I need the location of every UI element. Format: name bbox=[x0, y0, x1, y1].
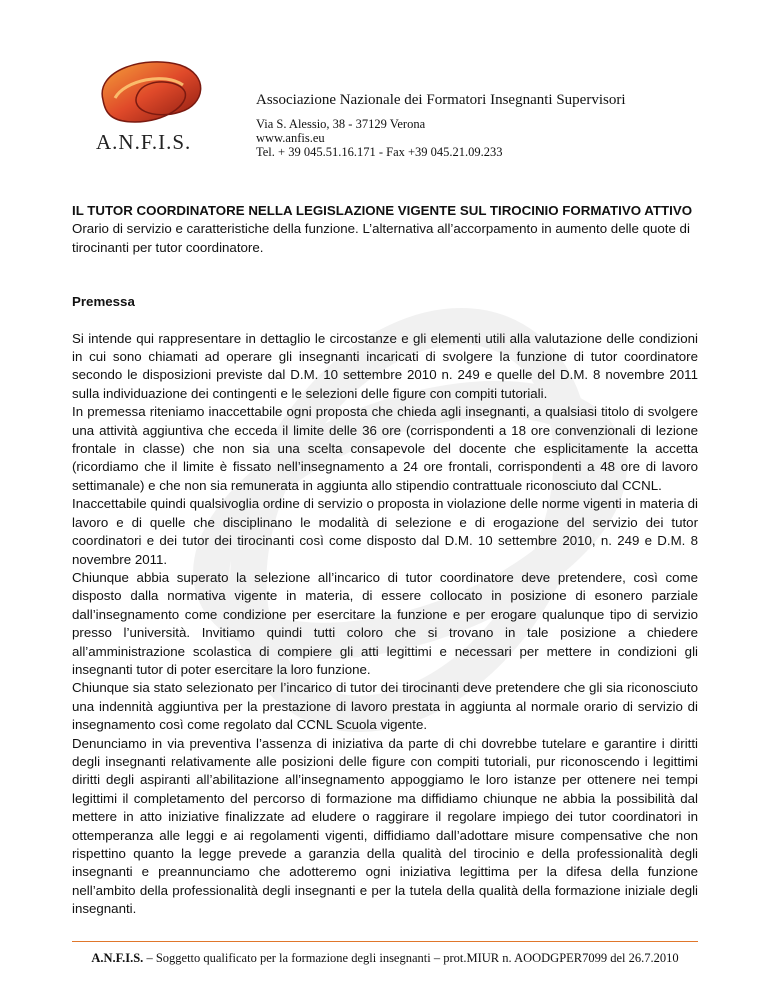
org-address: Via S. Alessio, 38 - 37129 Verona bbox=[256, 117, 426, 131]
footer-org: A.N.F.I.S. bbox=[91, 951, 144, 965]
paragraph: In premessa riteniamo inaccettabile ogni proposta che chieda agli insegnanti, a qualsiasi titolo di svolgere una attività aggiuntiva che ecceda il limite delle 36 ore (corrispondenti a 18 ore convenzionali di lezione frontale in classe) che non sia una scelta consapevole del docente che esplicitamente la accetta (ricordiamo che il limite è fissato nell’insegnamento a 24 ore frontali, corrispondenti a 48 ore di lavoro settimanale) e che non sia remunerata in aggiunta allo stipendio contrattuale riconosciuto dal CCNL. bbox=[72, 404, 698, 493]
anfis-logo-icon bbox=[85, 50, 215, 140]
paragraph: Denunciamo in via preventiva l’assenza di iniziativa da parte di chi dovrebbe tutelare e garantire i diritti degli insegnanti relativamente alle posizioni delle figure con compiti tutoriali, pur riconoscendo i legittimi diritti degli aspiranti all’abilitazione all’insegnamento appoggiamo le loro istanze per ottenere nei tempi legittimi il completamento del percorso di formazione ma diffidiamo chiunque ne abbia la possibilità dal mettere in atto iniziative finalizzate ad eludere o raggirare il regolare impiego dei tutor coordinatori in ottemperanza alle leggi e ai regolamenti vigenti, diffidiamo dall’adottare misure compensative che non rispettino quanto la legge prevede a garanzia della qualità del tirocinio e della professionalità degli insegnanti e preannunciamo che adotteremo ogni iniziativa legittima per la difesa della funzione nell’ambito della professionalità degli insegnanti e per la tutela della qualità della formazione iniziale degli insegnanti. bbox=[72, 735, 698, 917]
letterhead bbox=[70, 50, 710, 170]
paragraph: Inaccettabile quindi qualsivoglia ordine di servizio o proposta in violazione delle norme vigenti in materia di lavoro e di quelle che disciplinano le modalità di selezione e di erogazione del servizio dei tutor coordinatori e dei tutor dei tirocinanti così come disposto dal D.M. 10 settembre 2010, n. 249 e D.M. 8 novembre 2011. bbox=[72, 496, 698, 567]
footer-divider bbox=[72, 941, 698, 942]
footer bbox=[72, 951, 698, 966]
document-title: IL TUTOR COORDINATORE NELLA LEGISLAZIONE VIGENTE SUL TIROCINIO FORMATIVO ATTIVO bbox=[72, 203, 693, 218]
footer-text: – Soggetto qualificato per la formazione degli insegnanti – prot.MIUR n. AOODGPER7099 del 26.7.2010 bbox=[143, 951, 679, 965]
paragraph: Si intende qui rappresentare in dettaglio le circostanze e gli elementi utili alla valutazione delle condizioni in cui sono chiamati ad operare gli insegnanti incaricati di svolgere la funzione di tutor coordinatore secondo le disposizioni previste dal D.M. 10 settembre 2010 n. 249 e quelle del D.M. 8 novembre 2011 sulla individuazione dei contingenti e le selezioni delle figure con compiti tutoriali. bbox=[72, 330, 698, 401]
org-phone: Tel. + 39 045.51.16.171 - Fax +39 045.21.09.233 bbox=[256, 145, 503, 159]
paragraph: Chiunque sia stato selezionato per l’incarico di tutor dei tirocinanti deve pretendere che gli sia riconosciuto una indennità aggiuntiva per la prestazione di lavoro prestata in aggiunta al normale orario di servizio di insegnamento così come regolato dal CCNL Scuola vigente. bbox=[72, 680, 698, 733]
section-heading: Premessa bbox=[72, 294, 135, 310]
document-body bbox=[72, 202, 698, 919]
org-name: Associazione Nazionale dei Formatori Insegnanti Supervisori bbox=[256, 92, 626, 108]
document-subtitle: Orario di servizio e caratteristiche della funzione. L’alternativa all’accorpamento in aumento delle quote di tirocinanti per tutor coordinatore. bbox=[72, 221, 690, 255]
paragraph: Chiunque abbia superato la selezione all’incarico di tutor coordinatore deve pretendere, così come disposto dalla normativa vigente in materia, di essere collocato in posizione di esonero parziale dall’insegnamento come condizione per esercitare la funzione e per erogare qualunque tipo di servizio presso l’università. Invitiamo quindi tutti coloro che si trovano in tale posizione a chiedere all’amministrazione scolastica di compiere gli atti legittimi e necessari per mettere in condizioni gli insegnanti tutor di poter esercitare la loro funzione. bbox=[72, 569, 698, 677]
org-info bbox=[256, 92, 626, 159]
logo-text: A.N.F.I.S. bbox=[96, 130, 192, 154]
org-website: www.anfis.eu bbox=[256, 131, 325, 145]
